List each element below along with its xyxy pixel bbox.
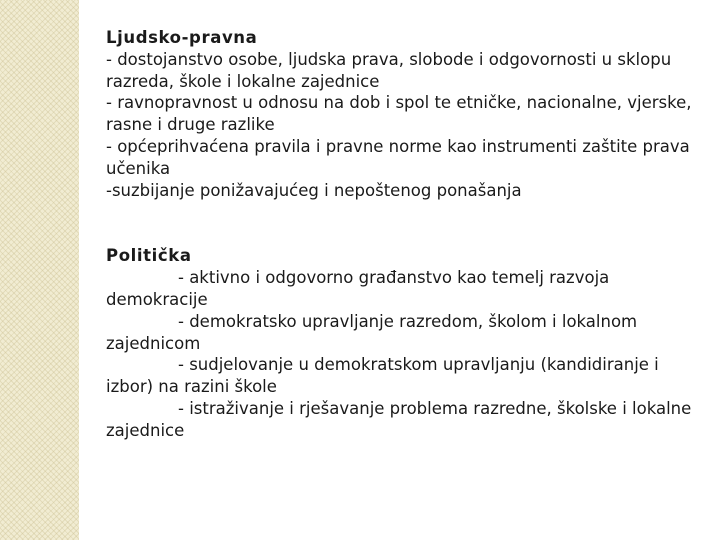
bullet-item: - općeprihvaćena pravila i pravne norme kao instrumenti zaštite prava učenika <box>106 136 690 178</box>
bullet-item: - aktivno i odgovorno građanstvo kao temelj razvoja demokracije <box>106 268 610 309</box>
bullet-item: - istraživanje i rješavanje problema razredne, školske i lokalne zajednice <box>106 398 692 440</box>
bullet-item: -suzbijanje ponižavajućeg i nepoštenog ponašanja <box>106 180 522 200</box>
section-politicka <box>106 245 706 441</box>
bullet-item: - sudjelovanje u demokratskom upravljanju (kandidiranje i izbor) na razini škole <box>106 355 659 397</box>
bullet-item: - demokratsko upravljanje razredom, školom i lokalnom zajednicom <box>106 311 638 353</box>
section-heading: Ljudsko-pravna <box>106 28 258 47</box>
slide-content <box>106 27 706 442</box>
bullet-item: - ravnopravnost u odnosu na dob i spol te etničke, nacionalne, vjerske, rasne i druge razlike <box>106 93 692 135</box>
decorative-sidebar-strip <box>0 0 79 540</box>
bullet-item: - dostojanstvo osobe, ljudska prava, slobode i odgovornosti u sklopu razreda, škole i lokalne zajednice <box>106 49 672 91</box>
section-ljudsko-pravna <box>106 27 706 201</box>
section-heading: Politička <box>106 246 192 266</box>
